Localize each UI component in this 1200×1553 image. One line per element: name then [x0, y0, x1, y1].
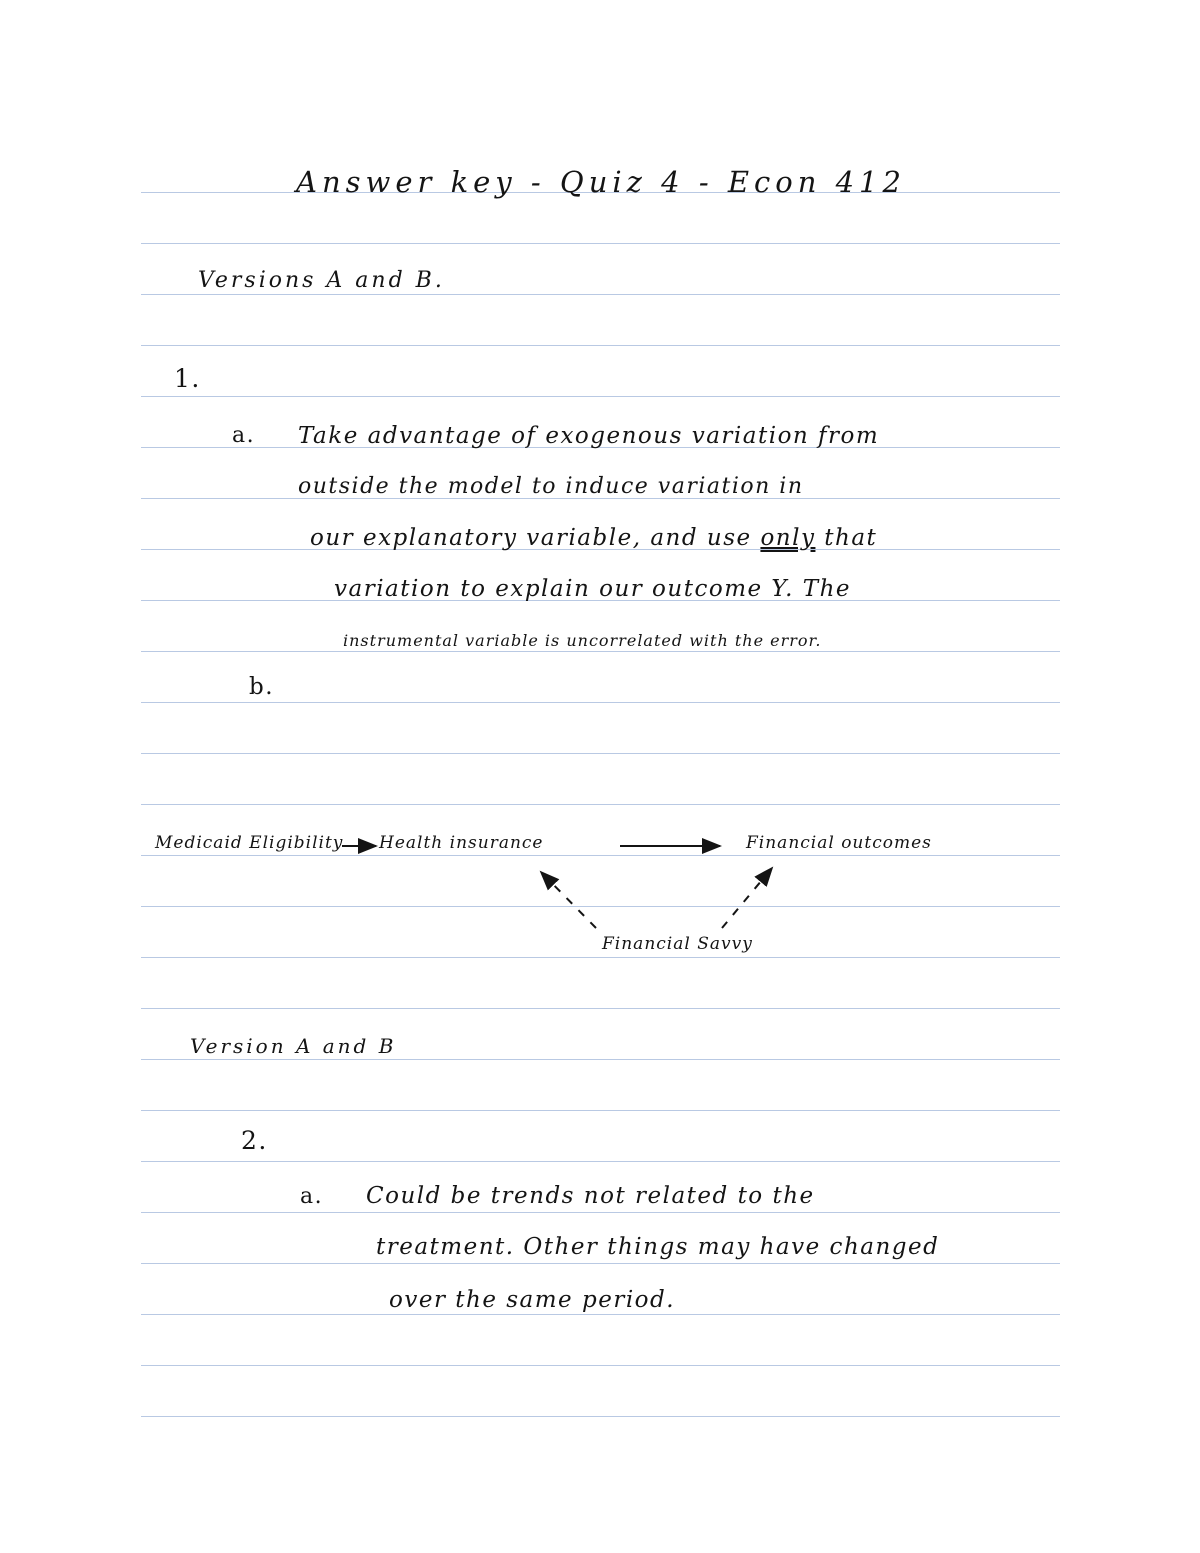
answer-2a-line-2: treatment. Other things may have changed	[376, 1234, 940, 1260]
dag-node-financial-savvy: Financial Savvy	[602, 934, 753, 954]
answer-2a-line-3: over the same period.	[389, 1287, 676, 1313]
question-1-number: 1.	[174, 364, 201, 393]
question-2-number: 2.	[241, 1126, 268, 1155]
answer-1a-line-5: instrumental variable is uncorrelated with the error.	[343, 631, 822, 650]
dag-node-financial-outcomes: Financial outcomes	[746, 833, 932, 853]
version-heading-2: Version A and B	[190, 1034, 397, 1058]
arrow-savvy-to-insurance	[541, 872, 596, 928]
version-heading-1: Versions A and B.	[198, 268, 445, 293]
dag-node-medicaid-eligibility: Medicaid Eligibility	[155, 833, 344, 853]
answer-1a-line-1: Take advantage of exogenous variation from	[298, 423, 880, 449]
page-title: Answer key - Quiz 4 - Econ 412	[296, 165, 906, 199]
answer-1a-line-4: variation to explain our outcome Y. The	[334, 576, 852, 602]
answer-1a-line-2: outside the model to induce variation in	[298, 474, 804, 499]
answer-1a-line-3-start: our explanatory variable, and use	[310, 525, 761, 551]
dag-node-health-insurance: Health insurance	[379, 833, 544, 853]
arrow-savvy-to-outcomes	[722, 868, 772, 928]
question-1a-label: a.	[232, 423, 256, 448]
answer-1a-line-3-end: that	[815, 525, 878, 551]
question-1b-label: b.	[249, 674, 275, 700]
emphasis-only: only	[760, 525, 816, 551]
answer-2a-line-1: Could be trends not related to the	[366, 1183, 815, 1209]
question-2a-label: a.	[300, 1184, 324, 1209]
